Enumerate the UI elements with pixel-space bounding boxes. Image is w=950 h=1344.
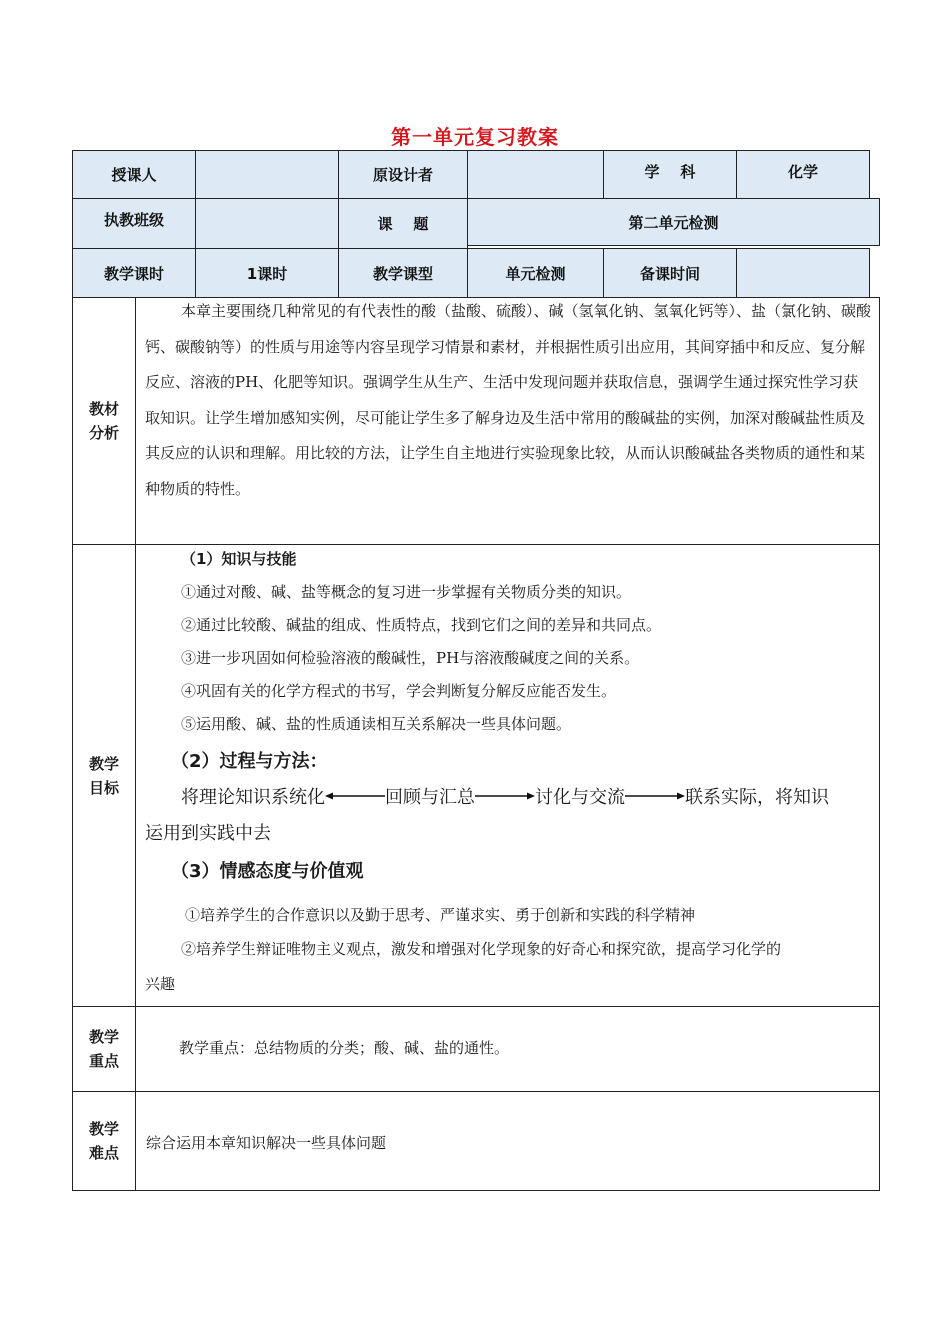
hours-label: 教学课时 bbox=[72, 248, 196, 298]
key-points-text: 教学重点：总结物质的分类；酸、碱、盐的通性。 bbox=[179, 1039, 510, 1057]
teacher-label: 授课人 bbox=[72, 150, 196, 199]
hours-value: 1课时 bbox=[195, 248, 339, 298]
subject-label: 学 科 bbox=[603, 150, 737, 199]
flow-step-2: 回顾与汇总 bbox=[385, 787, 475, 808]
right-arrow-icon bbox=[475, 791, 535, 801]
difficulties-label: 教学 难点 bbox=[73, 1092, 136, 1190]
knowledge-item-5: ⑤运用酸、碱、盐的性质通读相互关系解决一些具体问题。 bbox=[181, 715, 572, 733]
teacher-value bbox=[195, 150, 339, 199]
right-arrow-icon bbox=[625, 791, 685, 801]
knowledge-heading: （1）知识与技能 bbox=[181, 550, 297, 568]
objectives-row bbox=[72, 544, 880, 1007]
material-content bbox=[145, 294, 871, 507]
material-text: 本章主要围绕几种常见的有代表性的酸（盐酸、硫酸）、碱（氢氧化钠、氢氧化钙等）、盐（氯化钠、碳酸钙、碳酸钠等）的性质与用途等内容呈现学习情景和素材，并根据性质引出应用，其间穿插中和反应、复分解反应、溶液的PH、化肥等知识。强调学生从生产、生活中发现问题并获取信息，强调学生通过探究性学习获取知识。让学生增加感知实例，尽可能让学生多了解身边及生活中常用的酸碱盐的实例，加深对酸碱盐性质及其反应的认识和理解。用比较的方法，让学生自主地进行实验现象比较，从而认识酸碱盐各类物质的通性和某种物质的特性。 bbox=[145, 302, 872, 498]
left-arrow-icon bbox=[325, 791, 385, 801]
subject-value: 化学 bbox=[736, 150, 870, 199]
process-line-2: 运用到实践中去 bbox=[145, 823, 271, 844]
page-title: 第一单元复习教案 bbox=[391, 125, 559, 149]
designer-label: 原设计者 bbox=[338, 150, 468, 199]
material-label: 教材 分析 bbox=[73, 298, 136, 544]
objectives-content bbox=[137, 545, 879, 1006]
type-value: 单元检测 bbox=[467, 248, 604, 298]
class-label: 执教班级 bbox=[72, 198, 196, 249]
emotion-item-1: ①培养学生的合作意识以及勤于思考、严谨求实、勇于创新和实践的科学精神 bbox=[185, 906, 696, 924]
class-value bbox=[195, 198, 339, 249]
key-points-label: 教学 重点 bbox=[73, 1007, 136, 1091]
knowledge-item-1: ①通过对酸、碱、盐等概念的复习进一步掌握有关物质分类的知识。 bbox=[181, 583, 632, 601]
flow-step-3: 讨化与交流 bbox=[535, 787, 625, 808]
flow-step-4: 联系实际，将知识 bbox=[685, 787, 829, 808]
knowledge-item-3: ③进一步巩固如何检验溶液的酸碱性，PH与溶液酸碱度之间的关系。 bbox=[181, 649, 640, 667]
prep-label: 备课时间 bbox=[603, 248, 737, 298]
designer-value bbox=[467, 150, 604, 199]
emotion-heading: （3）情感态度与价值观 bbox=[171, 861, 364, 882]
process-heading: （2）过程与方法： bbox=[171, 751, 328, 772]
emotion-item-2: ②培养学生辩证唯物主义观点，激发和增强对化学现象的好奇心和探究欲，提高学习化学的 bbox=[181, 940, 782, 958]
process-flow bbox=[181, 783, 829, 809]
objectives-label: 教学 目标 bbox=[73, 545, 136, 1006]
material-row bbox=[72, 297, 880, 545]
type-label: 教学课型 bbox=[338, 248, 468, 298]
flow-step-1: 将理论知识系统化 bbox=[181, 787, 325, 808]
prep-value bbox=[736, 248, 870, 298]
difficulties-row bbox=[72, 1091, 880, 1191]
topic-label: 课 题 bbox=[338, 198, 468, 249]
emotion-item-2-cont: 兴趣 bbox=[145, 975, 176, 993]
topic-value: 第二单元检测 bbox=[467, 198, 880, 246]
knowledge-item-4: ④巩固有关的化学方程式的书写，学会判断复分解反应能否发生。 bbox=[181, 682, 617, 700]
key-points-row bbox=[72, 1006, 880, 1092]
difficulties-text: 综合运用本章知识解决一些具体问题 bbox=[146, 1134, 387, 1152]
knowledge-item-2: ②通过比较酸、碱盐的组成、性质特点，找到它们之间的差异和共同点。 bbox=[181, 616, 662, 634]
